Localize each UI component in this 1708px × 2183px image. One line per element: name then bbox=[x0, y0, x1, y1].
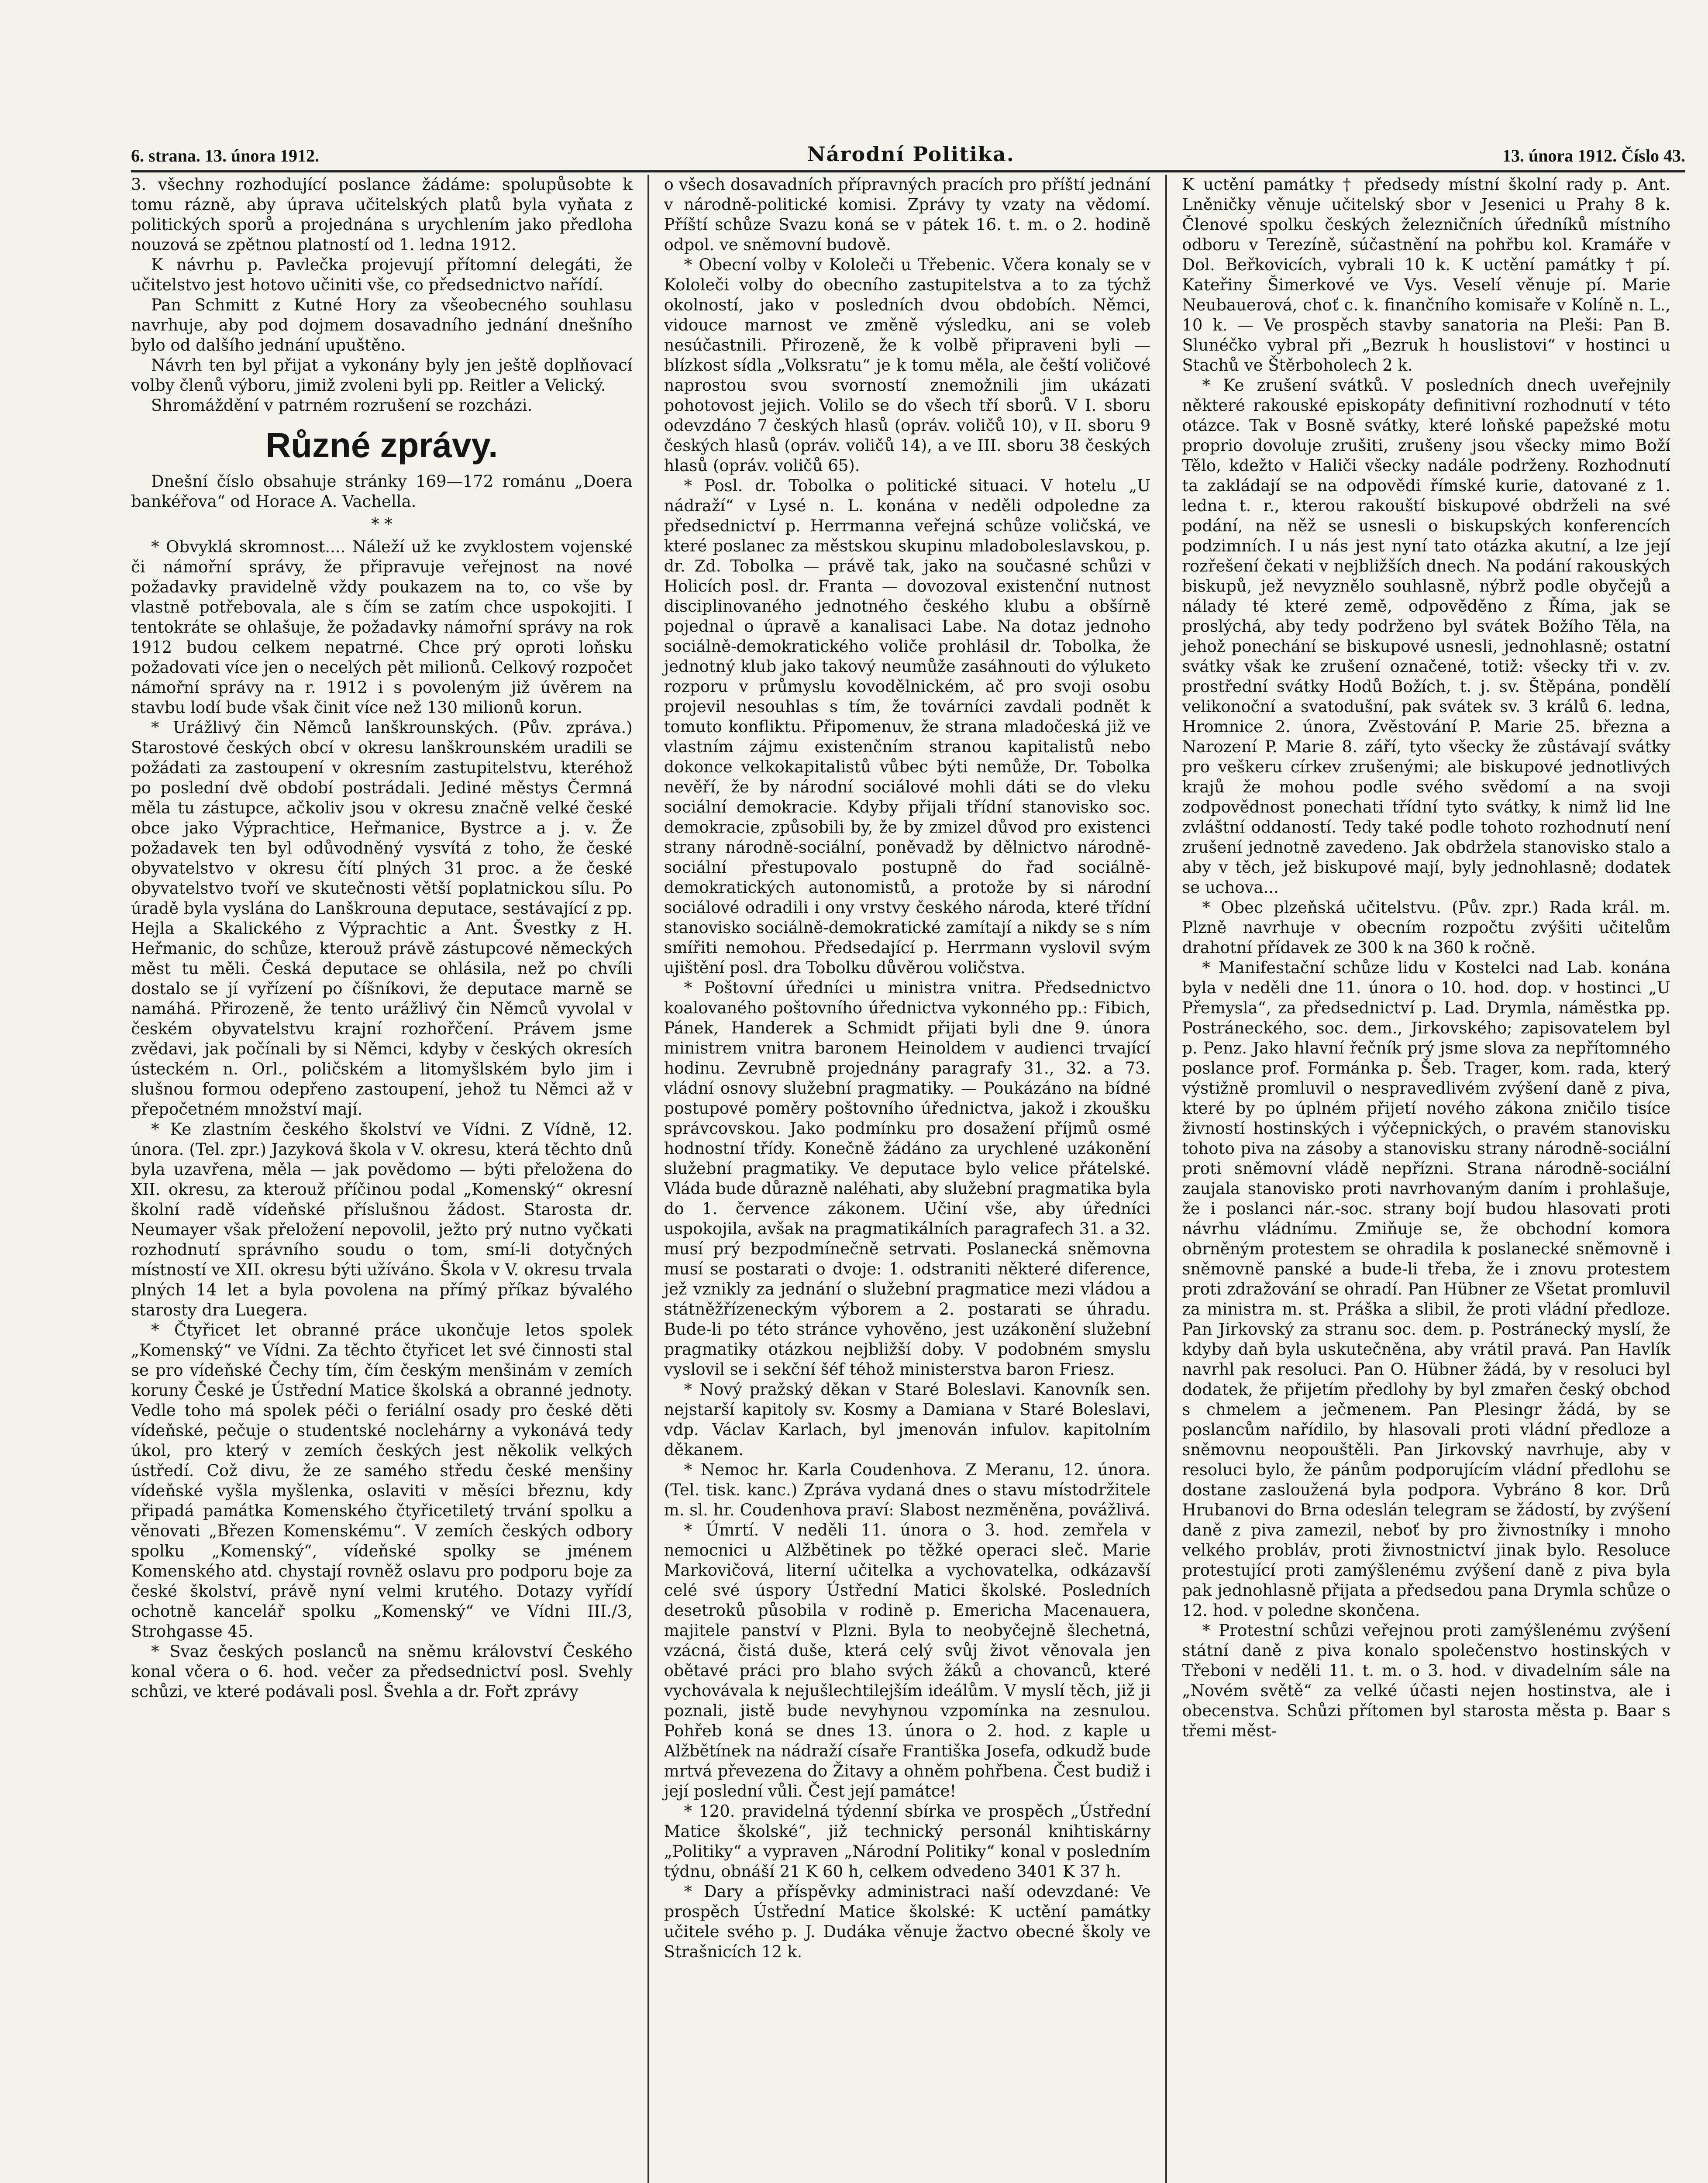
news-item: * Obec plzeňská učitelstvu. (Pův. zpr.) Rada král. m. Plzně navrhuje v obecním rozpočtu zvýšiti učitelům drahotní přídavek ze 300 k na 360 k ročně. bbox=[1182, 898, 1670, 957]
news-item: * Poštovní úředníci u ministra vnitra. Předsednictvo koalovaného poštovního úřednictva vykonného pp.: Fibich, Pánek, Handerek a Schmidt přijati byli dne 9. února ministrem vnitra baronem Heinoldem v audienci trvající hodinu. Zevrubně projednány paragrafy 31., 32. a 73. vládní osnovy služební pragmatiky. — Poukázáno na bídné postupové poměry poštovního úřednictva, jakož i zkoušku správcovskou. Jako podmínku pro dosažení příjmů osmé hodnostní třídy. Konečně žádáno za urychlené uzákonění služební pragmatiky. Ve deputace bylo velice přátelské. Vláda bude důrazně naléhati, aby služební pragmatika byla do 1. července zákonem. Učiní vše, aby úředníci uspokojila, avšak na pragmatikálních paragrafech 31. a 32. musí prý bezpodmínečně setrvati. Poslanecká sněmovna musí se postarati o dvoje: 1. odstraniti některé diference, jež vznikly za jednání o služební pragmatice mezi vládou a státněžřízeneckým výborem a 2. postarati se úhradu. Bude-li po této stránce vyhověno, jest uzákonění služební pragmatiky otázkou nejbližší doby. V podobném smyslu vyslovil se i sekční šéf téhož ministerstva baron Friesz. bbox=[664, 978, 1151, 1379]
article-paragraph: Dnešní číslo obsahuje stránky 169—172 románu „Doera bankéřova“ od Horace A. Vachella. bbox=[131, 472, 633, 511]
news-item: * Ke zrušení svátků. V posledních dnech uveřejnily některé rakouské episkopáty definitivní rozhodnutí v této otázce. Tak v Bosně svátky, které loňské papežské motu proprio dovoluje zrušiti, zrušeny jsou všecky mimo Boží Tělo, kdežto v Haliči všecky nadále podrženy. Rozhodnutí ta zakládají se na odpovědi římské kurie, datované z 1. ledna t. r., kterou rakouští biskupové obdrželi na své podání, na něž se usnesli o biskupských konferencích podzimních. I u nás jest nyní tato otázka akutní, a lze její rozřešení čekati v nejbližších dnech. Na podání rakouských biskupů, jež nevyznělo souhlasně, nýbrž podle obyčejů a nálady té které země, odpověděno z Říma, jak se proslýchá, aby tedy podrženo byl svátek Božího Těla, na jehož ponechání se biskupové usnesli, jednohlasně; ostatní svátky však ke zrušení označené, totiž: všecky tři v. zv. prostřední svátky Hodů Božích, t. j. sv. Štěpána, pondělí velikonoční a svatodušní, pak svátek sv. 3 králů 6. ledna, Hromnice 2. února, Zvěstování P. Marie 25. března a Narození P. Marie 8. září, tyto všecky že zůstávají svátky pro veškeru církev zrušenými; ale biskupové jednotlivých krajů že mohou podle svého svědomí a na svoji zodpovědnost ponechati třídní tyto svátky, k nimž lid lne zvláštní oddaností. Tedy také podle tohoto rozhodnutí není zrušení jednotně zavedeno. Jak obdržela stanovisko stalo a aby v těch, jež biskupové mají, byly jednohlasně; dodatek se uchova... bbox=[1182, 376, 1670, 897]
news-item: * Čtyřicet let obranné práce ukončuje letos spolek „Komenský“ ve Vídni. Za těchto čtyřicet let své činnosti stal se pro vídeňské Čechy tím, čím českým menšinám v zemích koruny České je Ústřední Matice školská a obranné jednoty. Vedle toho má spolek péči o feriální osady pro české děti vídeňské, pečuje o studentské noclehárny a vykonává tedy úkol, pro který v zemích českých jest několik velkých ústředí. Což divu, že ze samého středu české menšiny vídeňské vyšla myšlenka, oslaviti v měsíci březnu, kdy připadá památka Komenského čtyřicetiletý trvání spolku a věnovati „Březen Komenskému“. V zemích českých odbory spolku „Komenský“, vídeňské spolky se jménem Komenského atd. chystají rovněž oslavu pro podporu boje za české školství, právě nyní velmi krutého. Dotazy vyřídí ochotně kancelář spolku „Komenský“ ve Vídni III./3, Strohgasse 45. bbox=[131, 1321, 633, 1641]
news-item: * Protestní schůzi veřejnou proti zamýšlenému zvýšení státní daně z piva konalo společenstvo hostinských v Třeboni v neděli 11. t. m. o 3. hod. v divadelním sále na „Novém světě“ za velké účasti nejen hostinstva, ale i obecenstva. Schůzi přítomen byl starosta města p. Baar s třemi měst- bbox=[1182, 1621, 1670, 1740]
separator-stars: * * bbox=[371, 515, 393, 534]
news-item: * Obvyklá skromnost.... Náleží už ke zvyklostem vojenské či námořní správy, že připravuje veřejnost na nové požadavky pravidelně vždy poukazem na to, co vše by vlastně potřebovala, ale s čím se zatím chce uspokojiti. I tentokráte se ohlašuje, že požadavky námořní správy na rok 1912 budou celkem nepatrné. Chce prý oproti loňsku požadovati více jen o necelých pět milionů. Celkový rozpočet námořní správy na r. 1912 i s povoleným již úvěrem na stavbu lodí bude však činit více než 130 milionů korun. bbox=[131, 537, 633, 717]
news-item: * Obecní volby v Kololeči u Třebenic. Včera konaly se v Kololeči volby do obecního zastupitelstva a to za týchž okolností, jako v posledních dvou obdobích. Němci, vidouce marnost ve změně výsledku, ani se voleb nesúčastnili. Přirozeně, že k volbě připraveni byli — blízkost sídla „Volksratu“ je k tomu měla, ale čeští voličové naprostou svou svorností znemožnili jim ukázati pohotovost jejich. Volilo se do všech tří sborů. V I. sboru odevzdáno 7 českých hlasů (opráv. voličů 10), v II. sboru 9 českých hlasů (opráv. voličů 14), a ve III. sboru 38 českých hlasů (opráv. voličů 65). bbox=[664, 255, 1151, 475]
news-item: * Úmrtí. V neděli 11. února o 3. hod. zemřela v nemocnici u Alžbětinek po těžké operaci sleč. Marie Markovičová, literní učitelka a vychovatelka, odkázavší celé své úspory Ústřední Matici školské. Posledních desetroků působila v rodině p. Emericha Macenauera, majitele panství v Plzni. Byla to neobyčejně šlechetná, vzácná, čistá duše, která celý svůj život věnovala jen obětavé práci pro blaho svých žáků a chovanců, které vychovávala k nejušlechtilejším ideálům. V myslí těch, již ji poznali, jistě bude nevyhynou vzpomínka na zesnulou. Pohřeb koná se dnes 13. února o 2. hod. z kaple u Alžbětínek na nádraží císaře Františka Josefa, odkudž bude mrtvá převezena do Žitavy a ohněm pohřbena. Čest budiž i její poslední vůli. Čest její památce! bbox=[664, 1521, 1151, 1801]
news-item: * Posl. dr. Tobolka o politické situaci. V hotelu „U nádraží“ v Lysé n. L. konána v neděli odpoledne za předsednictví p. Herrmanna veřejná schůze voličská, ve které poslanec za městskou skupinu mladoboleslavskou, p. dr. Zd. Tobolka — právě tak, jako na současné schůzi v Holicích posl. dr. Franta — dovozoval existenční nutnost disciplinovaného jednotného českého klubu a obšírně pojednal o úpravě a kanalisaci Labe. Na dotaz jednoho sociálně-demokratického voliče prohlásil dr. Tobolka, že jednotný klub jako takový neumůže zasáhnouti do výluketo rozporu v průmyslu kovodělnickém, ač pro svoji osobu projevil nesouhlas s tím, že továrníci zavdali podnět k tomuto konfliktu. Připomenuv, že strana mladočeská již ve vlastním zájmu existenčním stranou kapitalistů nebo dokonce velkokapitalistů vůbec býti nemůže, Dr. Tobolka nevěří, že by národní sociálové mohli dáti se do vleku sociální demokracie. Kdyby přijali třídní stanovisko soc. demokracie, způsobili by, že by zmizel důvod pro existenci strany národně-sociální, poněvadž by dělnictvo národně-sociální přestupovalo postupně do řad sociálně-demokratických autonomistů, a protože by si národní sociálové odradili i ony vrstvy českého národa, které třídní stanovisko sociálně-demokratické zamítají a nikdy se s ním smířiti nemohou. Předsedající p. Herrmann vyslovil svým ujištění posl. dra Tobolku důvěrou voličstva. bbox=[664, 476, 1151, 977]
news-item: * Ke zlastním českého školství ve Vídni. Z Vídně, 12. února. (Tel. zpr.) Jazyková škola v V. okresu, která těchto dnů byla uzavřena, měla — jak povědomo — býti přeložena do XII. okresu, za kterouž příčinou podal „Komenský“ okresní školní radě vídeňské příslušnou žádost. Starosta dr. Neumayer však přeložení nepovolil, ježto prý nutno vyčkati rozhodnutí správního soudu o tom, smí-li dotyčných místností ve XII. okresu býti užíváno. Škola v V. okresu trvala plných 14 let a byla povolena na přímý příkaz bývalého starosty dra Luegera. bbox=[131, 1120, 633, 1319]
article-paragraph: o všech dosavadních přípravných pracích pro příští jednání v národně-politické komisi. Zprávy ty vzaty na vědomí. Příští schůze Svazu koná se v pátek 16. t. m. o 2. hodině odpol. ve sněmovní budově. bbox=[664, 175, 1151, 254]
article-paragraph: Návrh ten byl přijat a vykonány byly jen ještě doplňovací volby členů výboru, jimiž zvoleni byli pp. Reitler a Velický. bbox=[131, 356, 633, 395]
news-item: * Manifestační schůze lidu v Kostelci nad Lab. konána byla v neděli dne 11. února o 10. hod. dop. v hostinci „U Přemysla“, za předsednictví p. Lad. Drymla, náměstka pp. Postráneckého, soc. dem., Jirkovského; zapisovatelem byl p. Penz. Jako hlavní řečník prý jsme slova za nepřítomného poslance prof. Formánka p. Šeb. Trager, kom. rada, který výstižně promluvil o nespravedlivém zvýšení daně z piva, které by po úplném přijetí nového zákona zničilo tisíce živností hostinských i výčepnických, o pravém stanovisku tohoto piva na zásoby a stanovisku strany národně-sociální proti sněmovní vládě nepřízni. Strana národně-sociální zaujala stanovisko proti navrhovaným daním i prohlašuje, že i poslanci nár.-soc. strany bojí budou hlasovati proti návrhu vládnímu. Zmiňuje se, že obchodní komora obrněným protestem se ohradila k poslanecké sněmovně i sněmovně panské a bude-li třeba, že i znovu protestem proti zdražování se ohradí. Pan Hübner ze Všetat promluvil za ministra m. st. Práška a slibil, že proti vládní předloze. Pan Jirkovský za stranu soc. dem. p. Postránecký myslí, že kdyby daň byla uskutečněna, aby vrátil pravá. Pan Havlík navrhl pak resoluci. Pan O. Hübner žádá, by v resoluci byl dodatek, že přijetím předlohy by byl zmařen český obchod s chmelem a ječmenem. Pan Plesingr žádá, by se poslancům nařídilo, by hlasovali proti vládní předloze a sněmovnu neopouštěli. Pan Jirkovský navrhuje, aby v resoluci bylo, že pánům podporujícím vládní předlohu se dostane zasloužená byla podpora. Vybráno 8 kor. Drů Hrubanovi do Brna odeslán telegram se žádostí, by zvýšení daně z piva zamezil, neboť by pro živnostníky i mnoho velkého probláv, proti živnostnictví jinak bylo. Resoluce protestující proti zamýšlenému zvýšení daně z piva byla pak jednohlasně přijata a předsedou pana Drymla schůze o 12. hod. v poledne skončena. bbox=[1182, 958, 1670, 1620]
article-paragraph: Shromáždění v patrném rozrušení se rozcházi. bbox=[151, 396, 533, 415]
page-header bbox=[131, 131, 1685, 172]
news-item: * Nový pražský děkan v Staré Boleslavi. Kanovník sen. nejstarší kapitoly sv. Kosmy a Damiana v Staré Boleslavi, vdp. Václav Karlach, byl jmenován infulov. kapitolním děkanem. bbox=[664, 1380, 1151, 1459]
article-paragraph: 3. všechny rozhodující poslance žádáme: spolupůsobte k tomu rázně, aby úprava učitelských platů byla vyňata z politických sporů a projednána s urychlením jako předloha nouzová se zpětnou platností od 1. ledna 1912. bbox=[131, 175, 633, 254]
column-2 bbox=[649, 175, 1167, 2183]
news-item: * Nemoc hr. Karla Coudenhova. Z Meranu, 12. února. (Tel. tisk. kanc.) Zpráva vydaná dnes o stavu místodržitele m. sl. hr. Coudenhova praví: Slabost nezměněna, povážlivá. bbox=[664, 1460, 1151, 1519]
article-paragraph: K uctění památky † předsedy místní školní rady p. Ant. Lněničky věnuje učitelský sbor v Jesenici u Prahy 8 k. Členové spolku českých železničních úředníků místního odboru v Terezíně, súčastnění na pohřbu kol. Kramáře v Dol. Beřkovicích, vybrali 10 k. K uctění památky † pí. Kateřiny Šimerkové ve Vys. Veselí věnuje pí. Marie Neubauerová, choť c. k. finančního komisaře v Kolíně n. L., 10 k. — Ve prospěch stavby sanatoria na Pleši: Pan B. Slunéčko vybral při „Bezruk h houslistovi“ v hostinci u Stachů ve Štěrboholech 2 k. bbox=[1182, 175, 1670, 375]
news-item: * 120. pravidelná týdenní sbírka ve prospěch „Ústřední Matice školské“, již technický personál knihtiskárny „Politiky“ a vypraven „Národní Politiky“ konal v posledním týdnu, obnáší 21 K 60 h, celkem odvedeno 3401 K 37 h. bbox=[664, 1802, 1151, 1881]
news-item: * Dary a příspěvky administraci naší odevzdané: Ve prospěch Ústřední Matice školské: K uctění památky učitele svého p. J. Dudáka věnuje žactvo obecné školy ve Strašnicích 12 k. bbox=[664, 1882, 1151, 1961]
article-paragraph: K návrhu p. Pavlečka projevují přítomní delegáti, že učitelstvo jest hotovo učiniti vše, co předsednictvo nařídí. bbox=[131, 255, 633, 294]
page-number-date: 6. strana. 13. února 1912. bbox=[131, 146, 320, 165]
masthead: Národní Politika. bbox=[807, 142, 1015, 166]
article-columns bbox=[131, 175, 1685, 2183]
news-item: * Svaz českých poslanců na sněmu království Českého konal včera o 6. hod. večer za předsednictví posl. Svehly schůzi, ve které podávali posl. Švehla a dr. Fořt zprávy bbox=[131, 1642, 633, 1701]
article-paragraph: Pan Schmitt z Kutné Hory za všeobecného souhlasu navrhuje, aby pod dojmem dosavadního jednání dnešního bylo od dalšího jednání upuštěno. bbox=[131, 296, 633, 355]
column-1 bbox=[131, 175, 649, 2183]
issue-date-number: 13. února 1912. Číslo 43. bbox=[1502, 146, 1685, 165]
column-3 bbox=[1167, 175, 1685, 2183]
news-item: * Urážlivý čin Němců lanškrounských. (Pův. zpráva.) Starostové českých obcí v okresu lanškrounském uradili se požádati za zastoupení v okresním zastupitelstvu, kteréhož po poslední dvě období postrádali. Jediné městys Čermná měla tu zástupce, ačkoliv jsou v okresu značně velké české obce jako Výprachtice, Heřmanice, Bystrce a j. v. Že požadavek ten byl odůvodněný vysvítá z toho, že české obyvatelstvo v okresu čítí plných 31 proc. a že české obyvatelstvo tvoří ve skutečnosti větší poplatnickou sílu. Po úradě byla vyslána do Lanškrouna deputace, sestávající z pp. Hejla a Skalického z Výprachtic a Ant. Švestky z H. Heřmanic, do schůze, kterouž právě zástupcové německých měst tu měli. Česká deputace se ohlásila, než po chvíli dostalo se jí vyřízení po číšníkovi, že deputace marně se namáhá. Přirozeně, že tento urážlivý čin Němců vyvolal v českém obyvatelstvu krajní rozhořčení. Právem jsme zvědavi, jak počínali by si Němci, kdyby v českých okresích ústeckém n. Orl., poličském a litomyšlském bylo jim i slušnou formou odepřeno zastoupení, jehož tu Němci až v přepočetném množství mají. bbox=[131, 718, 633, 1119]
section-title: Různé zprávy. bbox=[265, 426, 498, 465]
